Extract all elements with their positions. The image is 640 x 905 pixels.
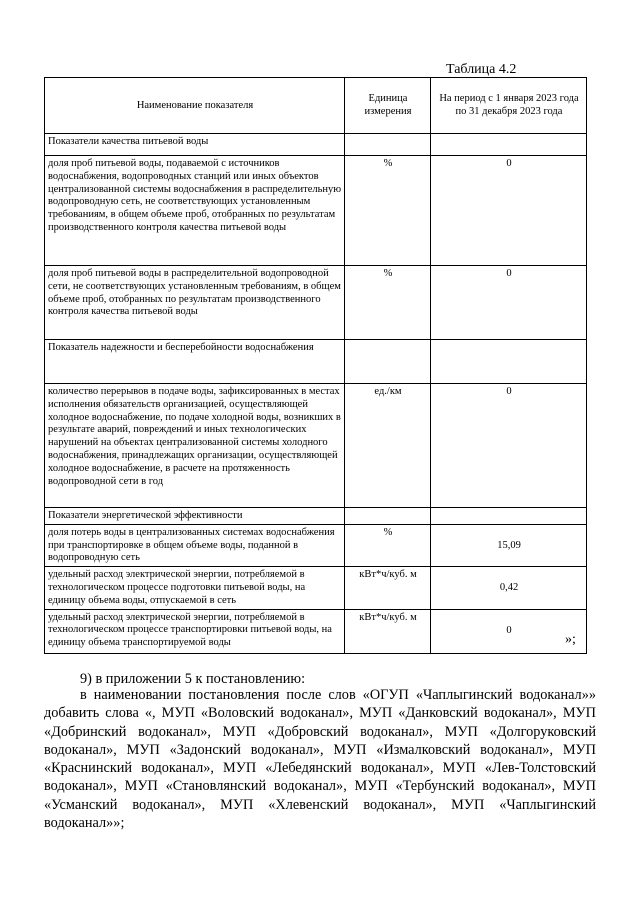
unit-cell: % <box>345 156 431 266</box>
table-body <box>45 134 587 654</box>
table-row <box>45 384 587 508</box>
unit-cell <box>345 508 431 525</box>
indicator-name-cell: количество перерывов в подаче воды, зафиксированных в местах исполнения обязательств организацией, осуществляющей холодное водоснабжение, по подаче холодной воды, возникших в результате аварий, повреждений и иных технологических нарушений на объектах централизованной системы холодного водоснабжения, принадлежащих организации, осуществляющей холодное водоснабжение, в расчете на протяженность водопроводной сети в год <box>45 384 345 508</box>
indicator-name-cell: удельный расход электрической энергии, потребляемой в технологическом процессе транспортировки питьевой воды, на единицу объема транспортируемой воды <box>45 609 345 653</box>
value-cell: 0 <box>431 384 587 508</box>
value-cell <box>431 134 587 156</box>
indicator-name-cell: удельный расход электрической энергии, потребляемой в технологическом процессе подготовки питьевой воды, на единицу объема воды, отпускаемой в сеть <box>45 567 345 609</box>
header-period: На период с 1 января 2023 года по 31 декабря 2023 года <box>431 78 587 134</box>
indicators-table <box>44 77 587 654</box>
table-caption: Таблица 4.2 <box>446 62 517 77</box>
unit-cell: кВт*ч/куб. м <box>345 567 431 609</box>
value-cell: 0 <box>431 156 587 266</box>
table-section-row <box>45 134 587 156</box>
header-unit: Единица измерения <box>345 78 431 134</box>
table-row <box>45 609 587 653</box>
value-cell: 0 <box>431 266 587 340</box>
header-indicator-name: Наименование показателя <box>45 78 345 134</box>
indicator-name-cell: Показатель надежности и бесперебойности водоснабжения <box>45 340 345 384</box>
table-row <box>45 524 587 566</box>
amendment-paragraph: в наименовании постановления после слов «ОГУП «Чаплыгинский водоканал»» добавить слова «, МУП «Воловский водоканал», МУП «Данковский водоканал», МУП «Добринский водоканал», МУП «Добровский водоканал», МУП «Долгоруковский водоканал», МУП «Задонский водоканал», МУП «Измалковский водоканал», МУП «Краснинский водоканал», МУП «Лебедянский водоканал», МУП «Лев-Толстовский водоканал», МУП «Становлянский водоканал», МУП «Тербунский водоканал», МУП «Усманский водоканал», МУП «Хлевенский водоканал», МУП «Чаплыгинский водоканал»»; <box>44 687 596 832</box>
point-9-heading: 9) в приложении 5 к постановлению: <box>80 671 306 687</box>
indicator-name-cell: Показатели качества питьевой воды <box>45 134 345 156</box>
closing-quote: »; <box>565 632 576 647</box>
unit-cell: % <box>345 524 431 566</box>
table-row <box>45 266 587 340</box>
value-cell: 0,42 <box>431 567 587 609</box>
value-cell <box>431 508 587 525</box>
unit-cell <box>345 340 431 384</box>
value-cell: 0 <box>431 609 587 653</box>
indicator-name-cell: доля проб питьевой воды в распределительной водопроводной сети, не соответствующих установленным требованиям, в общем объеме проб, отобранных по результатам производственного контроля качества питьевой воды <box>45 266 345 340</box>
value-cell <box>431 340 587 384</box>
indicator-name-cell: Показатели энергетической эффективности <box>45 508 345 525</box>
unit-cell <box>345 134 431 156</box>
table-section-row <box>45 340 587 384</box>
value-cell: 15,09 <box>431 524 587 566</box>
table-row <box>45 567 587 609</box>
indicator-name-cell: доля проб питьевой воды, подаваемой с источников водоснабжения, водопроводных станций или иных объектов централизованной системы водоснабжения в распределительную водопроводную сеть, не соответствующих установленным требованиям, в общем объеме проб, отобранных по результатам производственного контроля качества питьевой воды <box>45 156 345 266</box>
unit-cell: ед./км <box>345 384 431 508</box>
unit-cell: кВт*ч/куб. м <box>345 609 431 653</box>
unit-cell: % <box>345 266 431 340</box>
table-row <box>45 156 587 266</box>
indicator-name-cell: доля потерь воды в централизованных системах водоснабжения при транспортировке в общем объеме воды, поданной в водопроводную сеть <box>45 524 345 566</box>
table-section-row <box>45 508 587 525</box>
